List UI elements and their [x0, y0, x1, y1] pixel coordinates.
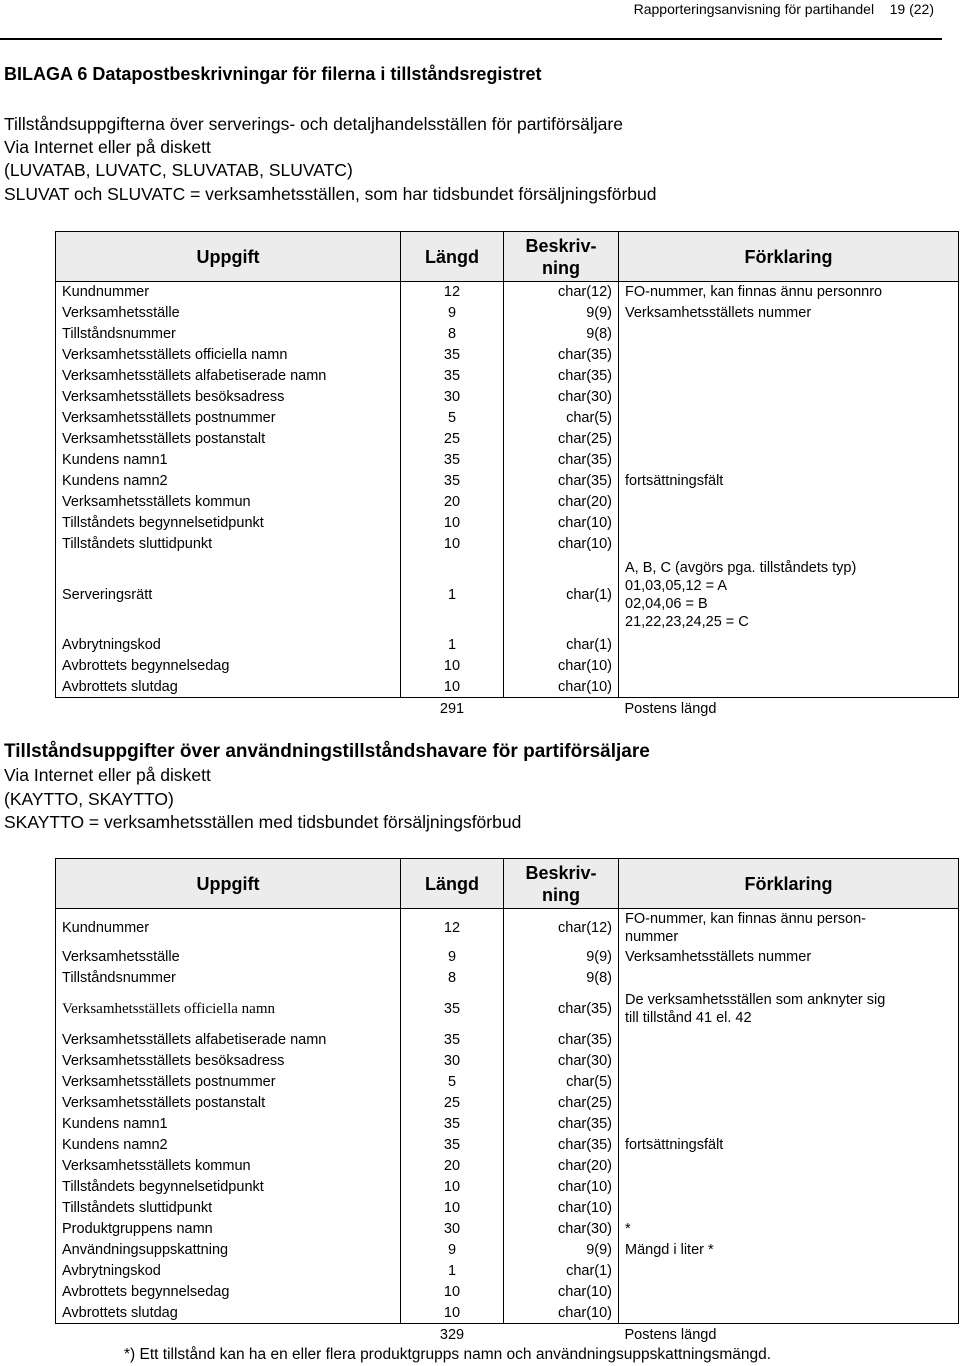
cell-forklaring: De verksamhetsställen som anknyter sig till tillstånd 41 el. 42 — [619, 989, 959, 1030]
table-row — [56, 450, 959, 471]
cell-forklaring: Mängd i liter * — [619, 1240, 959, 1261]
cell-beskrivning: char(20) — [504, 492, 619, 513]
table-row — [56, 408, 959, 429]
cell-langd: 30 — [401, 1219, 504, 1240]
cell-beskrivning: char(10) — [504, 656, 619, 677]
cell-langd: 20 — [401, 492, 504, 513]
total-length: 291 — [439, 700, 465, 717]
cell-beskrivning: char(5) — [504, 1072, 619, 1093]
cell-uppgift: Tillståndets sluttidpunkt — [56, 534, 401, 555]
header-beskrivning: Beskriv- ning — [504, 859, 619, 909]
cell-uppgift: Verksamhetsställets officiella namn — [56, 345, 401, 366]
cell-forklaring — [619, 1303, 959, 1324]
table-row — [56, 1156, 959, 1177]
section1-line: (LUVATAB, LUVATC, SLUVATAB, SLUVATC) — [4, 160, 353, 180]
cell-langd: 5 — [401, 1072, 504, 1093]
cell-uppgift: Tillståndsnummer — [56, 968, 401, 989]
cell-beskrivning: 9(9) — [504, 1240, 619, 1261]
cell-beskrivning: char(1) — [504, 1261, 619, 1282]
table-row — [56, 989, 959, 1030]
cell-beskrivning: char(12) — [504, 282, 619, 303]
cell-langd: 10 — [401, 1198, 504, 1219]
table-row — [56, 656, 959, 677]
cell-langd: 30 — [401, 1051, 504, 1072]
cell-langd: 10 — [401, 513, 504, 534]
table-row — [56, 1240, 959, 1261]
cell-langd: 25 — [401, 429, 504, 450]
cell-uppgift: Användningsuppskattning — [56, 1240, 401, 1261]
cell-langd: 10 — [401, 656, 504, 677]
table-row — [56, 1219, 959, 1240]
cell-langd: 12 — [401, 282, 504, 303]
table-row — [56, 1114, 959, 1135]
cell-langd: 8 — [401, 324, 504, 345]
cell-langd: 10 — [401, 534, 504, 555]
cell-beskrivning: char(10) — [504, 513, 619, 534]
cell-langd: 35 — [401, 1135, 504, 1156]
cell-forklaring — [619, 1093, 959, 1114]
cell-uppgift: Verksamhetsställets alfabetiserade namn — [56, 1030, 401, 1051]
cell-forklaring — [619, 429, 959, 450]
section2-line: SKAYTTO = verksamhetsställen med tidsbundet försäljningsförbud — [4, 812, 522, 832]
cell-uppgift: Verksamhetsställets postnummer — [56, 408, 401, 429]
cell-beskrivning: char(20) — [504, 1156, 619, 1177]
cell-forklaring: fortsättningsfält — [619, 1135, 959, 1156]
cell-forklaring — [619, 1072, 959, 1093]
cell-beskrivning: char(25) — [504, 429, 619, 450]
table-1 — [55, 231, 958, 720]
table-row — [56, 1282, 959, 1303]
cell-langd: 5 — [401, 408, 504, 429]
cell-langd: 35 — [401, 450, 504, 471]
table-row — [56, 1051, 959, 1072]
cell-beskrivning: 9(8) — [504, 968, 619, 989]
running-header: Rapporteringsanvisning för partihandel 19 (22) — [633, 1, 934, 17]
header-langd: Längd — [401, 232, 504, 282]
cell-beskrivning: char(1) — [504, 635, 619, 656]
cell-beskrivning: char(25) — [504, 1093, 619, 1114]
table-row — [56, 429, 959, 450]
total-label: Postens längd — [624, 1326, 717, 1343]
cell-beskrivning: char(30) — [504, 1051, 619, 1072]
header-langd: Längd — [401, 859, 504, 909]
cell-uppgift: Tillståndsnummer — [56, 324, 401, 345]
cell-uppgift: Verksamhetsställets postnummer — [56, 1072, 401, 1093]
table-row — [56, 303, 959, 324]
total-label: Postens längd — [624, 700, 717, 717]
cell-beskrivning: 9(9) — [504, 303, 619, 324]
cell-uppgift: Verksamhetsställets alfabetiserade namn — [56, 366, 401, 387]
cell-forklaring — [619, 534, 959, 555]
table-header-row — [56, 232, 959, 282]
cell-beskrivning: char(35) — [504, 989, 619, 1030]
table-row — [56, 492, 959, 513]
cell-uppgift: Produktgruppens namn — [56, 1219, 401, 1240]
cell-forklaring — [619, 366, 959, 387]
table-row — [56, 471, 959, 492]
cell-forklaring — [619, 1177, 959, 1198]
cell-beskrivning: char(35) — [504, 345, 619, 366]
total-row — [56, 1324, 959, 1346]
table-row — [56, 1177, 959, 1198]
cell-beskrivning: 9(8) — [504, 324, 619, 345]
cell-beskrivning: char(30) — [504, 1219, 619, 1240]
cell-forklaring — [619, 677, 959, 698]
cell-beskrivning: char(5) — [504, 408, 619, 429]
cell-uppgift: Verksamhetsställe — [56, 303, 401, 324]
cell-uppgift: Kundens namn1 — [56, 1114, 401, 1135]
cell-langd: 35 — [401, 366, 504, 387]
cell-uppgift: Verksamhetsställets officiella namn — [56, 989, 401, 1030]
cell-langd: 10 — [401, 1303, 504, 1324]
table-row — [56, 1303, 959, 1324]
cell-forklaring: FO-nummer, kan finnas ännu personnro — [619, 282, 959, 303]
cell-forklaring — [619, 1282, 959, 1303]
cell-uppgift: Kundnummer — [56, 282, 401, 303]
cell-langd: 25 — [401, 1093, 504, 1114]
header-uppgift: Uppgift — [56, 232, 401, 282]
cell-langd: 35 — [401, 989, 504, 1030]
total-row — [56, 698, 959, 720]
total-spacer — [56, 1324, 401, 1346]
document-title: BILAGA 6 Datapostbeskrivningar för filerna i tillståndsregistret — [4, 64, 542, 84]
table-row — [56, 968, 959, 989]
cell-uppgift: Verksamhetsställets kommun — [56, 492, 401, 513]
table-row — [56, 534, 959, 555]
cell-beskrivning: char(10) — [504, 1282, 619, 1303]
section2-title: Tillståndsuppgifter över användningstillståndshavare för partiförsäljare — [4, 741, 650, 762]
cell-forklaring — [619, 1051, 959, 1072]
table-row — [56, 909, 959, 947]
header-forklaring: Förklaring — [619, 859, 959, 909]
table-header-row — [56, 859, 959, 909]
data-table — [55, 231, 959, 720]
cell-langd: 1 — [401, 635, 504, 656]
table-2 — [55, 858, 958, 1346]
cell-langd: 10 — [401, 677, 504, 698]
footnote: *) Ett tillstånd kan ha en eller flera produktgrupps namn och användningsuppskattningsmängd. — [124, 1346, 772, 1363]
table-row — [56, 387, 959, 408]
cell-forklaring — [619, 968, 959, 989]
table-row — [56, 1198, 959, 1219]
table-row — [56, 677, 959, 698]
section1-line: Via Internet eller på diskett — [4, 137, 211, 157]
total-spacer — [504, 1324, 619, 1346]
table-row — [56, 345, 959, 366]
table-row — [56, 324, 959, 345]
table-row — [56, 1261, 959, 1282]
cell-beskrivning: char(10) — [504, 534, 619, 555]
cell-uppgift: Avbrottets begynnelsedag — [56, 656, 401, 677]
cell-uppgift: Verksamhetsställets postanstalt — [56, 429, 401, 450]
cell-uppgift: Kundens namn2 — [56, 471, 401, 492]
cell-uppgift: Verksamhetsställets besöksadress — [56, 387, 401, 408]
cell-forklaring — [619, 492, 959, 513]
cell-forklaring — [619, 1261, 959, 1282]
cell-uppgift: Tillståndets begynnelsetidpunkt — [56, 1177, 401, 1198]
cell-langd: 8 — [401, 968, 504, 989]
table-row — [56, 1030, 959, 1051]
cell-forklaring: FO-nummer, kan finnas ännu person- nummer — [619, 909, 959, 947]
cell-uppgift: Kundnummer — [56, 909, 401, 947]
cell-uppgift: Verksamhetsställets besöksadress — [56, 1051, 401, 1072]
cell-uppgift: Kundens namn1 — [56, 450, 401, 471]
cell-beskrivning: char(35) — [504, 1114, 619, 1135]
cell-beskrivning: char(10) — [504, 1303, 619, 1324]
header-rule — [0, 38, 942, 40]
cell-uppgift: Avbrottets slutdag — [56, 1303, 401, 1324]
cell-uppgift: Verksamhetsställets kommun — [56, 1156, 401, 1177]
cell-beskrivning: char(35) — [504, 450, 619, 471]
cell-forklaring — [619, 1198, 959, 1219]
cell-forklaring — [619, 1114, 959, 1135]
header-uppgift: Uppgift — [56, 859, 401, 909]
cell-langd: 20 — [401, 1156, 504, 1177]
total-length: 329 — [439, 1326, 465, 1343]
cell-uppgift: Tillståndets sluttidpunkt — [56, 1198, 401, 1219]
cell-beskrivning: 9(9) — [504, 947, 619, 968]
cell-beskrivning: char(1) — [504, 555, 619, 635]
table-row — [56, 366, 959, 387]
cell-beskrivning: char(10) — [504, 677, 619, 698]
cell-forklaring: A, B, C (avgörs pga. tillståndets typ) 01,03,05,12 = A 02,04,06 = B 21,22,23,24,25 = C — [619, 555, 959, 635]
cell-forklaring — [619, 408, 959, 429]
cell-langd: 1 — [401, 1261, 504, 1282]
section2-line: (KAYTTO, SKAYTTO) — [4, 789, 174, 809]
cell-forklaring: Verksamhetsställets nummer — [619, 947, 959, 968]
table-row — [56, 947, 959, 968]
cell-beskrivning: char(12) — [504, 909, 619, 947]
cell-uppgift: Verksamhetsställe — [56, 947, 401, 968]
header-beskrivning: Beskriv- ning — [504, 232, 619, 282]
cell-forklaring: fortsättningsfält — [619, 471, 959, 492]
cell-forklaring — [619, 345, 959, 366]
cell-beskrivning: char(30) — [504, 387, 619, 408]
total-spacer — [56, 698, 401, 720]
cell-forklaring — [619, 324, 959, 345]
cell-beskrivning: char(35) — [504, 1030, 619, 1051]
cell-uppgift: Avbrytningskod — [56, 635, 401, 656]
table-row — [56, 282, 959, 303]
cell-uppgift: Verksamhetsställets postanstalt — [56, 1093, 401, 1114]
section1-line: SLUVAT och SLUVATC = verksamhetsställen, som har tidsbundet försäljningsförbud — [4, 184, 657, 204]
cell-langd: 35 — [401, 1030, 504, 1051]
cell-langd: 30 — [401, 387, 504, 408]
cell-langd: 9 — [401, 303, 504, 324]
cell-uppgift: Tillståndets begynnelsetidpunkt — [56, 513, 401, 534]
cell-beskrivning: char(35) — [504, 471, 619, 492]
total-spacer — [504, 698, 619, 720]
table-row — [56, 1093, 959, 1114]
cell-forklaring — [619, 1156, 959, 1177]
cell-uppgift: Avbrottets begynnelsedag — [56, 1282, 401, 1303]
cell-forklaring — [619, 387, 959, 408]
cell-uppgift: Kundens namn2 — [56, 1135, 401, 1156]
cell-langd: 12 — [401, 909, 504, 947]
data-table — [55, 858, 959, 1346]
section2-line: Via Internet eller på diskett — [4, 765, 211, 785]
cell-langd: 35 — [401, 1114, 504, 1135]
section1-line: Tillståndsuppgifterna över serverings- och detaljhandelsställen för partiförsäljare — [4, 114, 623, 134]
cell-beskrivning: char(10) — [504, 1177, 619, 1198]
cell-langd: 35 — [401, 345, 504, 366]
table-row — [56, 1072, 959, 1093]
cell-forklaring — [619, 450, 959, 471]
cell-forklaring: Verksamhetsställets nummer — [619, 303, 959, 324]
cell-langd: 9 — [401, 947, 504, 968]
table-row — [56, 513, 959, 534]
cell-langd: 10 — [401, 1282, 504, 1303]
cell-beskrivning: char(10) — [504, 1198, 619, 1219]
table-row — [56, 1135, 959, 1156]
table-row — [56, 555, 959, 635]
cell-uppgift: Avbrottets slutdag — [56, 677, 401, 698]
cell-uppgift: Avbrytningskod — [56, 1261, 401, 1282]
cell-beskrivning: char(35) — [504, 1135, 619, 1156]
cell-forklaring: * — [619, 1219, 959, 1240]
cell-beskrivning: char(35) — [504, 366, 619, 387]
cell-forklaring — [619, 1030, 959, 1051]
cell-forklaring — [619, 513, 959, 534]
cell-langd: 9 — [401, 1240, 504, 1261]
cell-uppgift: Serveringsrätt — [56, 555, 401, 635]
cell-langd: 1 — [401, 555, 504, 635]
cell-langd: 35 — [401, 471, 504, 492]
table-row — [56, 635, 959, 656]
cell-forklaring — [619, 656, 959, 677]
cell-langd: 10 — [401, 1177, 504, 1198]
header-forklaring: Förklaring — [619, 232, 959, 282]
cell-forklaring — [619, 635, 959, 656]
